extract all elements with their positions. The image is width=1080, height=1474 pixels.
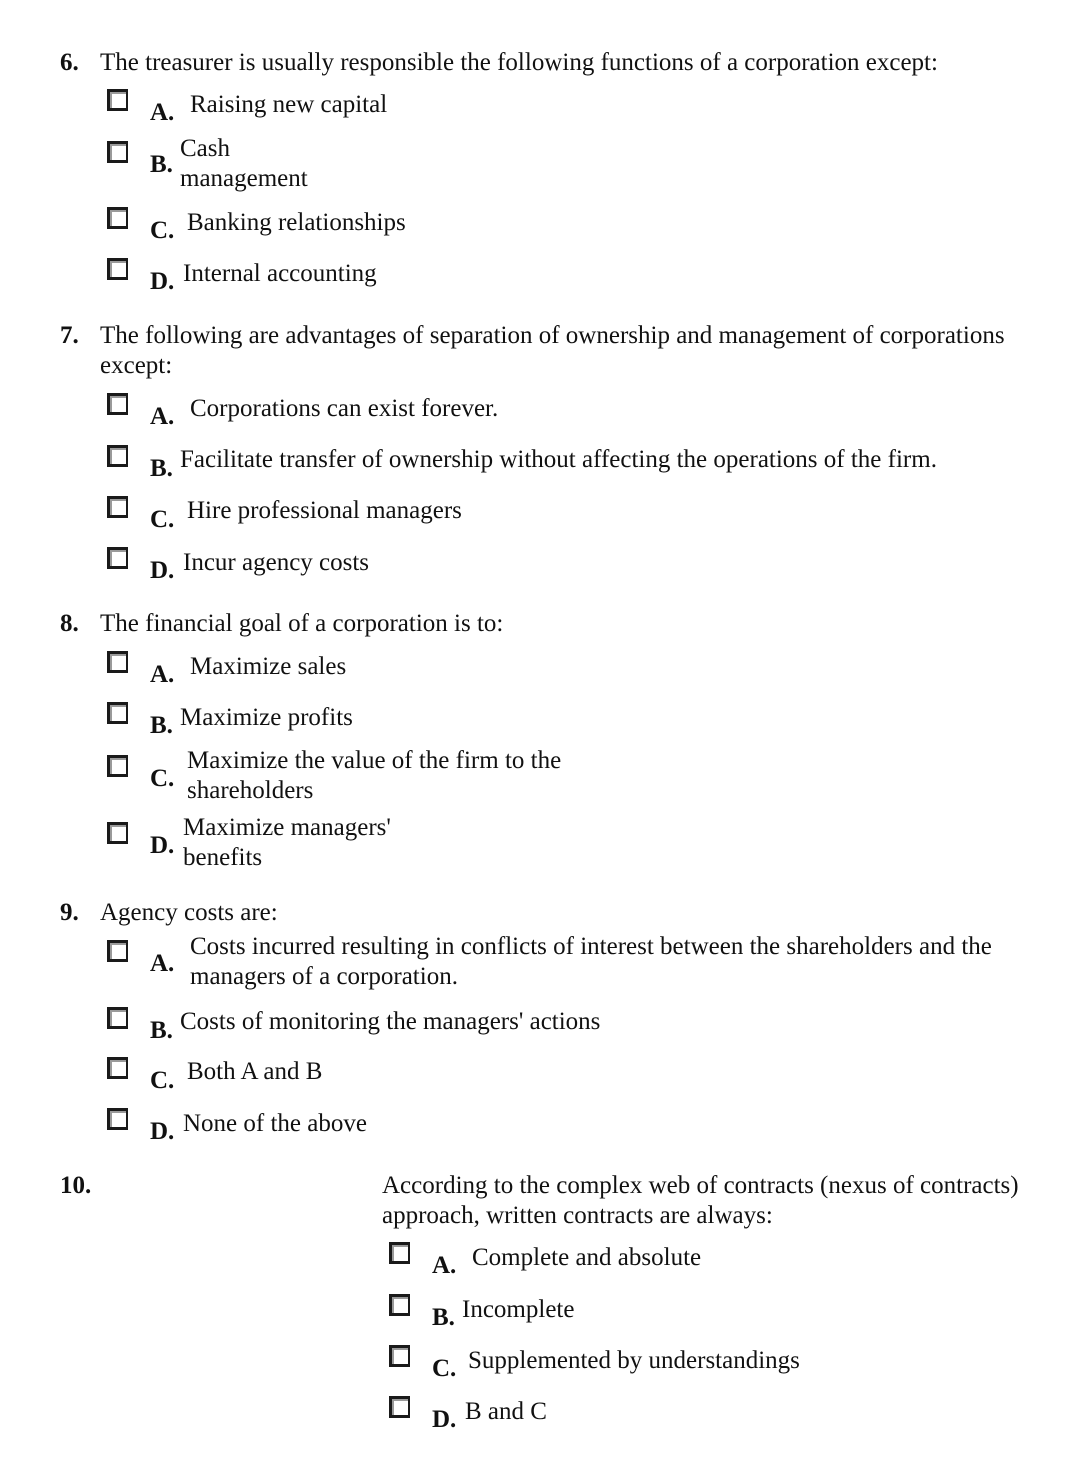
question-text-line2: approach, written contracts are always: — [382, 1202, 773, 1229]
option-10d-checkbox[interactable] — [389, 1396, 410, 1418]
option-letter: A. — [150, 99, 175, 126]
option-6b-label-line2: management — [180, 165, 308, 192]
option-10d-label: B and C — [465, 1398, 547, 1425]
question-number: 6. — [60, 49, 79, 76]
option-9b-checkbox[interactable] — [107, 1007, 128, 1029]
option-letter: D. — [150, 1118, 175, 1145]
option-letter: A. — [150, 661, 175, 688]
option-letter: A. — [150, 950, 175, 977]
option-8c-label-line2: shareholders — [187, 777, 314, 804]
option-8b-checkbox[interactable] — [107, 702, 128, 724]
option-letter: B. — [150, 712, 173, 739]
option-letter: D. — [150, 557, 175, 584]
option-9a-checkbox[interactable] — [107, 940, 128, 962]
option-8b-label: Maximize profits — [180, 704, 353, 731]
option-9d-checkbox[interactable] — [107, 1108, 128, 1130]
option-letter: D. — [432, 1406, 457, 1433]
option-9b-label: Costs of monitoring the managers' actions — [180, 1008, 601, 1035]
option-10b-label: Incomplete — [462, 1296, 575, 1323]
option-7b-checkbox[interactable] — [107, 445, 128, 467]
option-6c-label: Banking relationships — [187, 209, 406, 236]
option-letter: B. — [150, 1017, 173, 1044]
option-7a-label: Corporations can exist forever. — [190, 395, 499, 422]
option-6a-label: Raising new capital — [190, 91, 388, 118]
option-8d-label-line2: benefits — [183, 844, 263, 871]
question-number: 7. — [60, 322, 79, 349]
option-letter: B. — [150, 455, 173, 482]
option-9a-label-line2: managers of a corporation. — [190, 963, 458, 990]
option-letter: D. — [150, 832, 175, 859]
question-number: 10. — [60, 1172, 92, 1199]
option-letter: C. — [432, 1355, 457, 1382]
option-7c-label: Hire professional managers — [187, 497, 462, 524]
option-letter: D. — [150, 268, 175, 295]
option-7a-checkbox[interactable] — [107, 393, 128, 415]
option-7c-checkbox[interactable] — [107, 496, 128, 518]
option-8d-label: Maximize managers' — [183, 814, 391, 841]
option-6b-checkbox[interactable] — [107, 141, 128, 163]
option-letter: C. — [150, 217, 175, 244]
option-8a-checkbox[interactable] — [107, 651, 128, 673]
question-text: According to the complex web of contracts (nexus of contracts) — [382, 1172, 1019, 1199]
question-text: The following are advantages of separation of ownership and management of corporations — [100, 322, 1005, 349]
option-8c-checkbox[interactable] — [107, 755, 128, 777]
option-9c-label: Both A and B — [187, 1058, 323, 1085]
option-7d-label: Incur agency costs — [183, 549, 370, 576]
option-letter: A. — [150, 403, 175, 430]
question-number: 9. — [60, 899, 79, 926]
option-9a-label: Costs incurred resulting in conflicts of interest between the shareholders and the — [190, 933, 992, 960]
option-9c-checkbox[interactable] — [107, 1057, 128, 1079]
question-text: The financial goal of a corporation is to: — [100, 610, 504, 637]
option-6d-checkbox[interactable] — [107, 258, 128, 280]
option-6b-label: Cash — [180, 135, 230, 162]
option-8c-label: Maximize the value of the firm to the — [187, 747, 562, 774]
option-6a-checkbox[interactable] — [107, 89, 128, 111]
option-7b-label: Facilitate transfer of ownership without affecting the operations of the firm. — [180, 446, 937, 473]
option-letter: C. — [150, 765, 175, 792]
option-6d-label: Internal accounting — [183, 260, 377, 287]
option-letter: C. — [150, 506, 175, 533]
option-letter: C. — [150, 1067, 175, 1094]
option-10a-label: Complete and absolute — [472, 1244, 702, 1271]
option-6c-checkbox[interactable] — [107, 207, 128, 229]
question-text: Agency costs are: — [100, 899, 278, 926]
option-8d-checkbox[interactable] — [107, 822, 128, 844]
question-number: 8. — [60, 610, 79, 637]
question-text: The treasurer is usually responsible the following functions of a corporation except: — [100, 49, 938, 76]
option-letter: A. — [432, 1252, 457, 1279]
option-9d-label: None of the above — [183, 1110, 367, 1137]
option-letter: B. — [432, 1304, 455, 1331]
option-7d-checkbox[interactable] — [107, 547, 128, 569]
question-text-line2: except: — [100, 352, 173, 379]
option-8a-label: Maximize sales — [190, 653, 347, 680]
option-10a-checkbox[interactable] — [389, 1242, 410, 1264]
option-letter: B. — [150, 151, 173, 178]
option-10c-checkbox[interactable] — [389, 1345, 410, 1367]
option-10c-label: Supplemented by understandings — [468, 1347, 800, 1374]
option-10b-checkbox[interactable] — [389, 1294, 410, 1316]
